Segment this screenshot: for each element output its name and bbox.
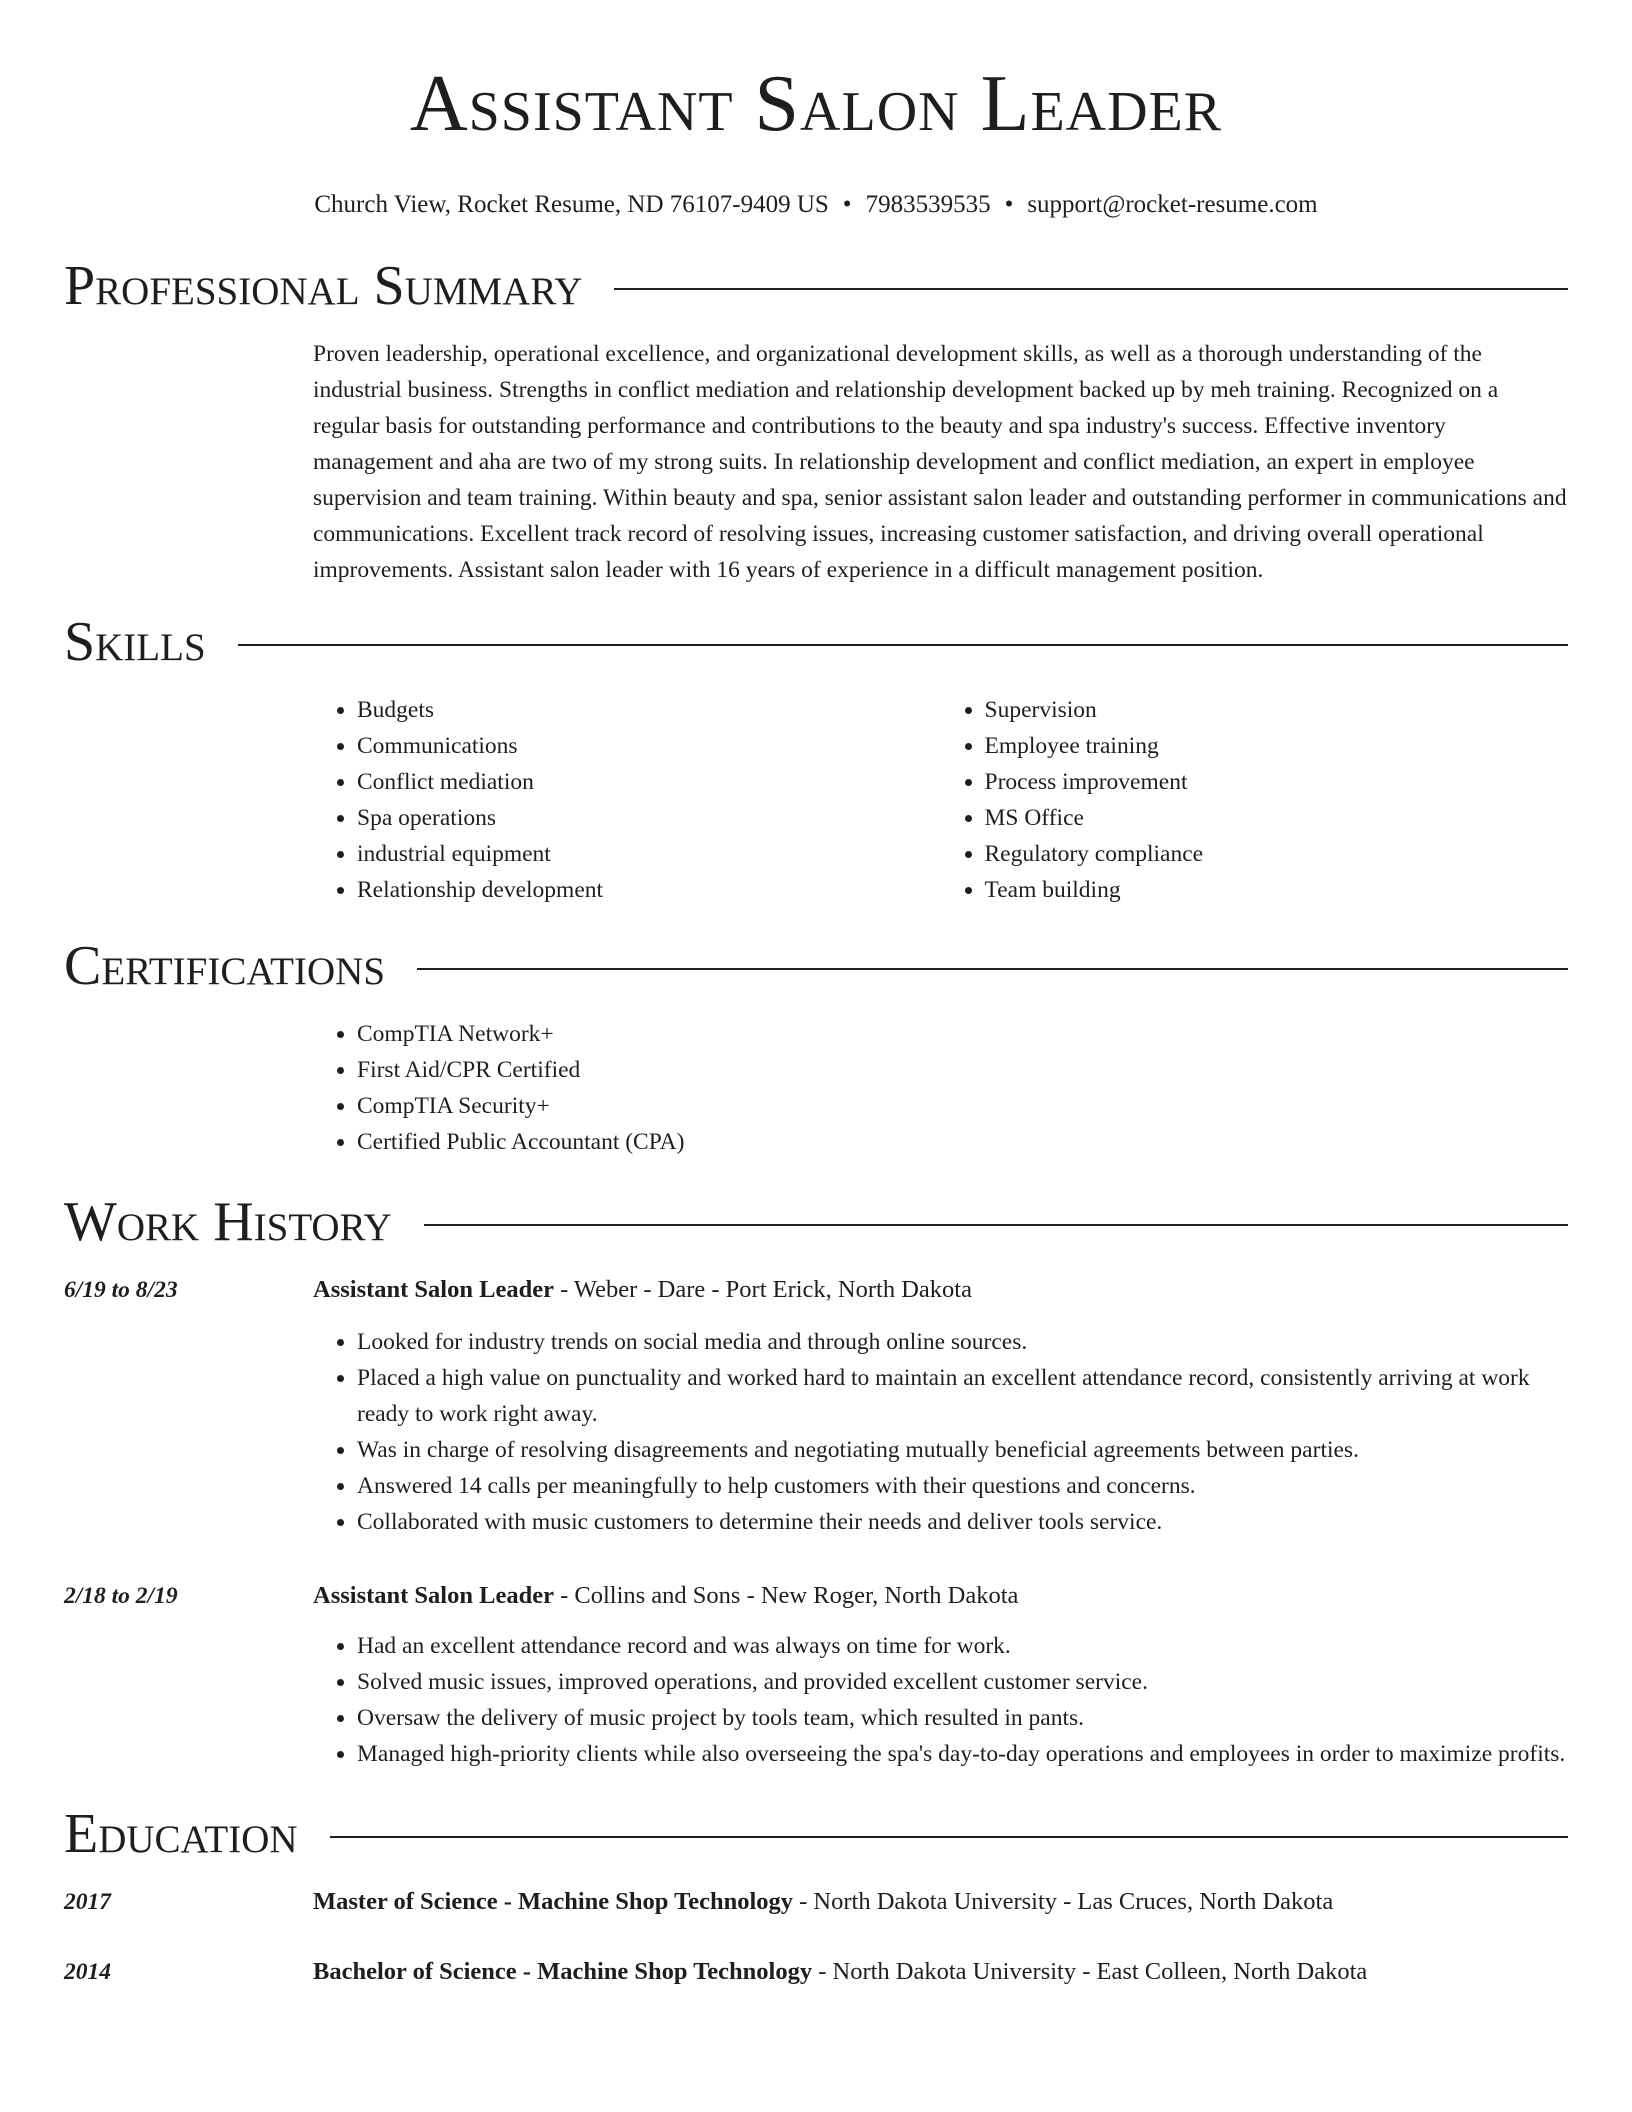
job-bullet: • Collaborated with music customers to determine their needs and deliver tools service. bbox=[357, 1504, 1568, 1540]
summary-text: Proven leadership, operational excellence, and organizational development skills, as well as a thorough understanding of the industrial business. Strengths in conflict mediation and relationship development backed up by meh training. Recognized on a regular basis for outstanding performance and contributions to the beauty and spa industry's success. Effective inventory management and aha are two of my strong suits. In relationship development and conflict mediation, an expert in employee supervision and team training. Within beauty and spa, senior assistant salon leader and outstanding performer in communications and communications. Excellent track record of resolving issues, increasing customer satisfaction, and driving overall operational improvements. Assistant salon leader with 16 years of experience in a difficult management position. bbox=[313, 341, 1567, 583]
certifications-list bbox=[313, 1016, 1568, 1160]
skill-item: • Team building bbox=[985, 872, 1569, 908]
job-bullets bbox=[313, 1324, 1568, 1540]
degree: Bachelor of Science - Machine Shop Technology bbox=[313, 1958, 813, 1985]
skill-item: • MS Office bbox=[985, 800, 1569, 836]
skill-item: • Budgets bbox=[357, 692, 941, 728]
job-dates: 2/18 to 2/19 bbox=[64, 1583, 178, 1609]
certification-item: • CompTIA Security+ bbox=[357, 1088, 1568, 1124]
certifications-section-header bbox=[64, 934, 1568, 998]
job-body bbox=[313, 1578, 1568, 1772]
job-title: Assistant Salon Leader bbox=[313, 1276, 554, 1303]
job-bullet: • Looked for industry trends on social media and through online sources. bbox=[357, 1324, 1568, 1360]
job-entry bbox=[64, 1578, 1568, 1772]
contact-line bbox=[64, 190, 1568, 220]
education-line bbox=[313, 1884, 1333, 1920]
job-bullet: • Solved music issues, improved operations, and provided excellent customer service. bbox=[357, 1664, 1568, 1700]
education-section-header bbox=[64, 1802, 1568, 1866]
skill-item: • Communications bbox=[357, 728, 941, 764]
skill-item: • Spa operations bbox=[357, 800, 941, 836]
section-divider bbox=[424, 1224, 1568, 1226]
section-title-skills: Skills bbox=[64, 611, 206, 673]
section-divider bbox=[417, 968, 1568, 970]
skills-column-right bbox=[941, 692, 1569, 908]
job-body bbox=[313, 1272, 1568, 1540]
skill-item: • industrial equipment bbox=[357, 836, 941, 872]
address: Church View, Rocket Resume, ND 76107-9409 US bbox=[314, 191, 829, 218]
education-year: 2014 bbox=[64, 1959, 111, 1985]
job-bullet: • Oversaw the delivery of music project by tools team, which resulted in pants. bbox=[357, 1700, 1568, 1736]
job-entry bbox=[64, 1272, 1568, 1540]
education-entry bbox=[64, 1954, 1568, 1990]
section-title-certifications: Certifications bbox=[64, 935, 386, 997]
section-divider bbox=[330, 1836, 1568, 1838]
education-entry bbox=[64, 1884, 1568, 1920]
section-title-education: Education bbox=[64, 1803, 298, 1865]
section-title-summary: Professional Summary bbox=[64, 255, 583, 317]
skills-list bbox=[313, 692, 1568, 908]
job-heading bbox=[313, 1578, 1568, 1614]
skill-item: • Relationship development bbox=[357, 872, 941, 908]
skill-item: • Conflict mediation bbox=[357, 764, 941, 800]
job-bullet: • Answered 14 calls per meaningfully to help customers with their questions and concerns. bbox=[357, 1468, 1568, 1504]
skill-item: • Regulatory compliance bbox=[985, 836, 1569, 872]
separator: • bbox=[1004, 191, 1014, 218]
education-details: - North Dakota University - Las Cruces, North Dakota bbox=[793, 1888, 1334, 1915]
education-line bbox=[313, 1954, 1367, 1990]
skill-item: • Supervision bbox=[985, 692, 1569, 728]
skills-section-header bbox=[64, 610, 1568, 674]
job-details: - Collins and Sons - New Roger, North Dakota bbox=[553, 1582, 1019, 1609]
section-title-work-history: Work History bbox=[64, 1191, 392, 1253]
certification-item: • CompTIA Network+ bbox=[357, 1016, 1568, 1052]
job-dates: 6/19 to 8/23 bbox=[64, 1277, 178, 1303]
phone: 7983539535 bbox=[865, 191, 991, 218]
certification-item: • First Aid/CPR Certified bbox=[357, 1052, 1568, 1088]
certification-item: • Certified Public Accountant (CPA) bbox=[357, 1124, 1568, 1160]
job-bullet: • Was in charge of resolving disagreements and negotiating mutually beneficial agreements between parties. bbox=[357, 1432, 1568, 1468]
job-details: - Weber - Dare - Port Erick, North Dakota bbox=[553, 1276, 972, 1303]
summary-section-header bbox=[64, 254, 1568, 318]
email-link[interactable]: support@rocket-resume.com bbox=[1027, 191, 1318, 218]
section-divider bbox=[614, 288, 1568, 290]
job-bullet: • Had an excellent attendance record and was always on time for work. bbox=[357, 1628, 1568, 1664]
job-bullet: • Managed high-priority clients while also overseeing the spa's day-to-day operations and employees in order to maximize profits. bbox=[357, 1736, 1568, 1772]
job-heading bbox=[313, 1272, 1568, 1308]
degree: Master of Science - Machine Shop Technology bbox=[313, 1888, 794, 1915]
section-divider bbox=[238, 644, 1568, 646]
education-details: - North Dakota University - East Colleen, North Dakota bbox=[812, 1958, 1368, 1985]
job-bullet: • Placed a high value on punctuality and worked hard to maintain an excellent attendance record, consistently arriving at work ready to work right away. bbox=[357, 1360, 1568, 1432]
skills-column-left bbox=[313, 692, 941, 908]
resume-name: Assistant Salon Leader bbox=[409, 60, 1223, 148]
job-title: Assistant Salon Leader bbox=[313, 1582, 554, 1609]
education-year: 2017 bbox=[64, 1889, 111, 1915]
job-bullets bbox=[313, 1628, 1568, 1772]
skill-item: • Process improvement bbox=[985, 764, 1569, 800]
separator: • bbox=[842, 191, 852, 218]
skill-item: • Employee training bbox=[985, 728, 1569, 764]
work-section-header bbox=[64, 1190, 1568, 1254]
